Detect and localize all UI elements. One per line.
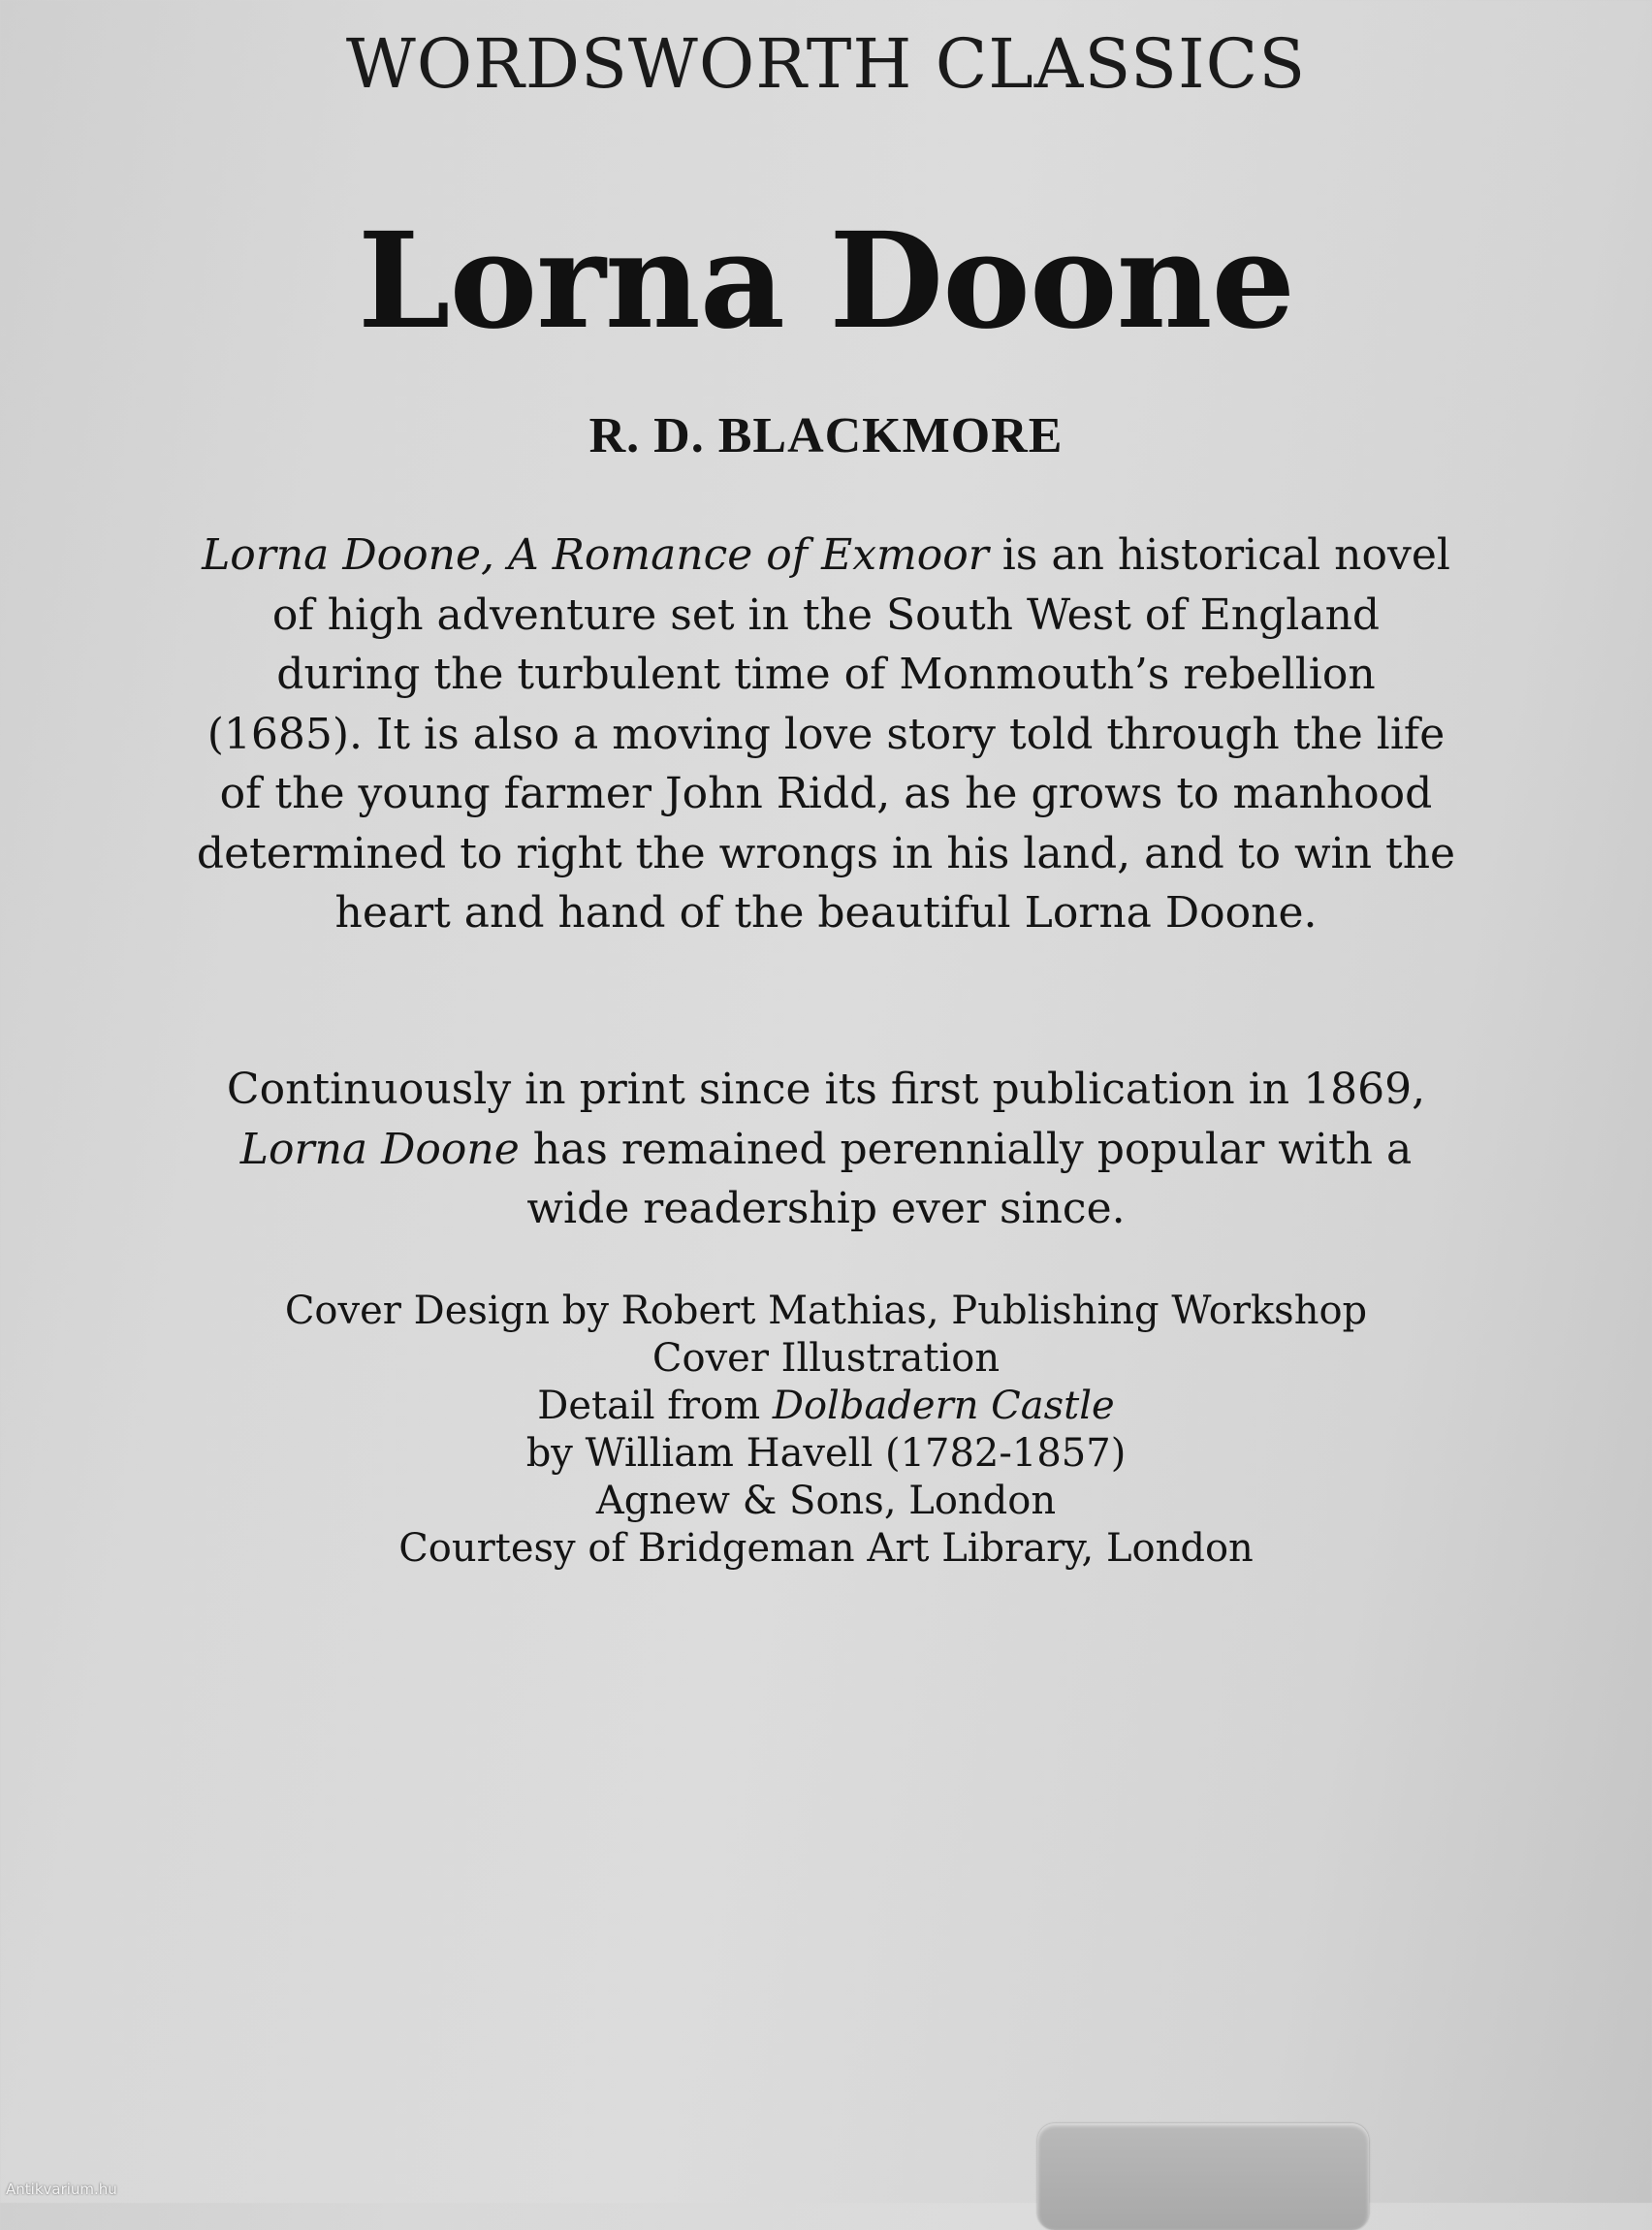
blurb-1-text: is an historical novel of high adventure set in the South West of England during the turbulent time of Monmouth’s rebellion (1685). It is also a moving love story told through the life of the young farmer John Ridd, as he grows to manhood determined to right the wrongs in his land, and to win the heart and hand of the beautiful Lorna Doone. — [196, 530, 1456, 938]
cover-credits — [194, 1288, 1458, 1573]
blurb-2-lead: Continuously in print since its first publication in 1869, — [226, 1065, 1426, 1114]
credit-artist: by William Havell (1782-1857) — [525, 1431, 1127, 1476]
book-author: R. D. BLACKMORE — [588, 408, 1064, 463]
credit-cover-illustration: Cover Illustration — [651, 1336, 1001, 1381]
price-sticker — [1037, 2123, 1369, 2230]
blurb-2-italic-title: Lorna Doone — [239, 1124, 520, 1174]
credit-detail-title: Dolbadern Castle — [772, 1384, 1115, 1428]
blurb-1-italic-title: Lorna Doone, A Romance of Exmoor — [202, 530, 989, 580]
credit-owner: Agnew & Sons, London — [595, 1479, 1057, 1523]
credit-courtesy: Courtesy of Bridgeman Art Library, London — [398, 1526, 1254, 1571]
credit-detail — [194, 1383, 1458, 1430]
blurb-2-tail: has remained perennially popular with a wide readership ever since. — [519, 1124, 1413, 1233]
credit-detail-prefix: Detail from — [537, 1384, 773, 1428]
series-name: WORDSWORTH CLASSICS — [345, 24, 1307, 104]
book-title: Lorna Doone — [357, 204, 1295, 359]
blurb-paragraph-2 — [194, 1060, 1458, 1239]
watermark: Antikvarium.hu — [6, 2181, 117, 2198]
blurb-paragraph-1 — [194, 526, 1458, 943]
credit-cover-design: Cover Design by Robert Mathias, Publishing Workshop — [284, 1289, 1368, 1333]
